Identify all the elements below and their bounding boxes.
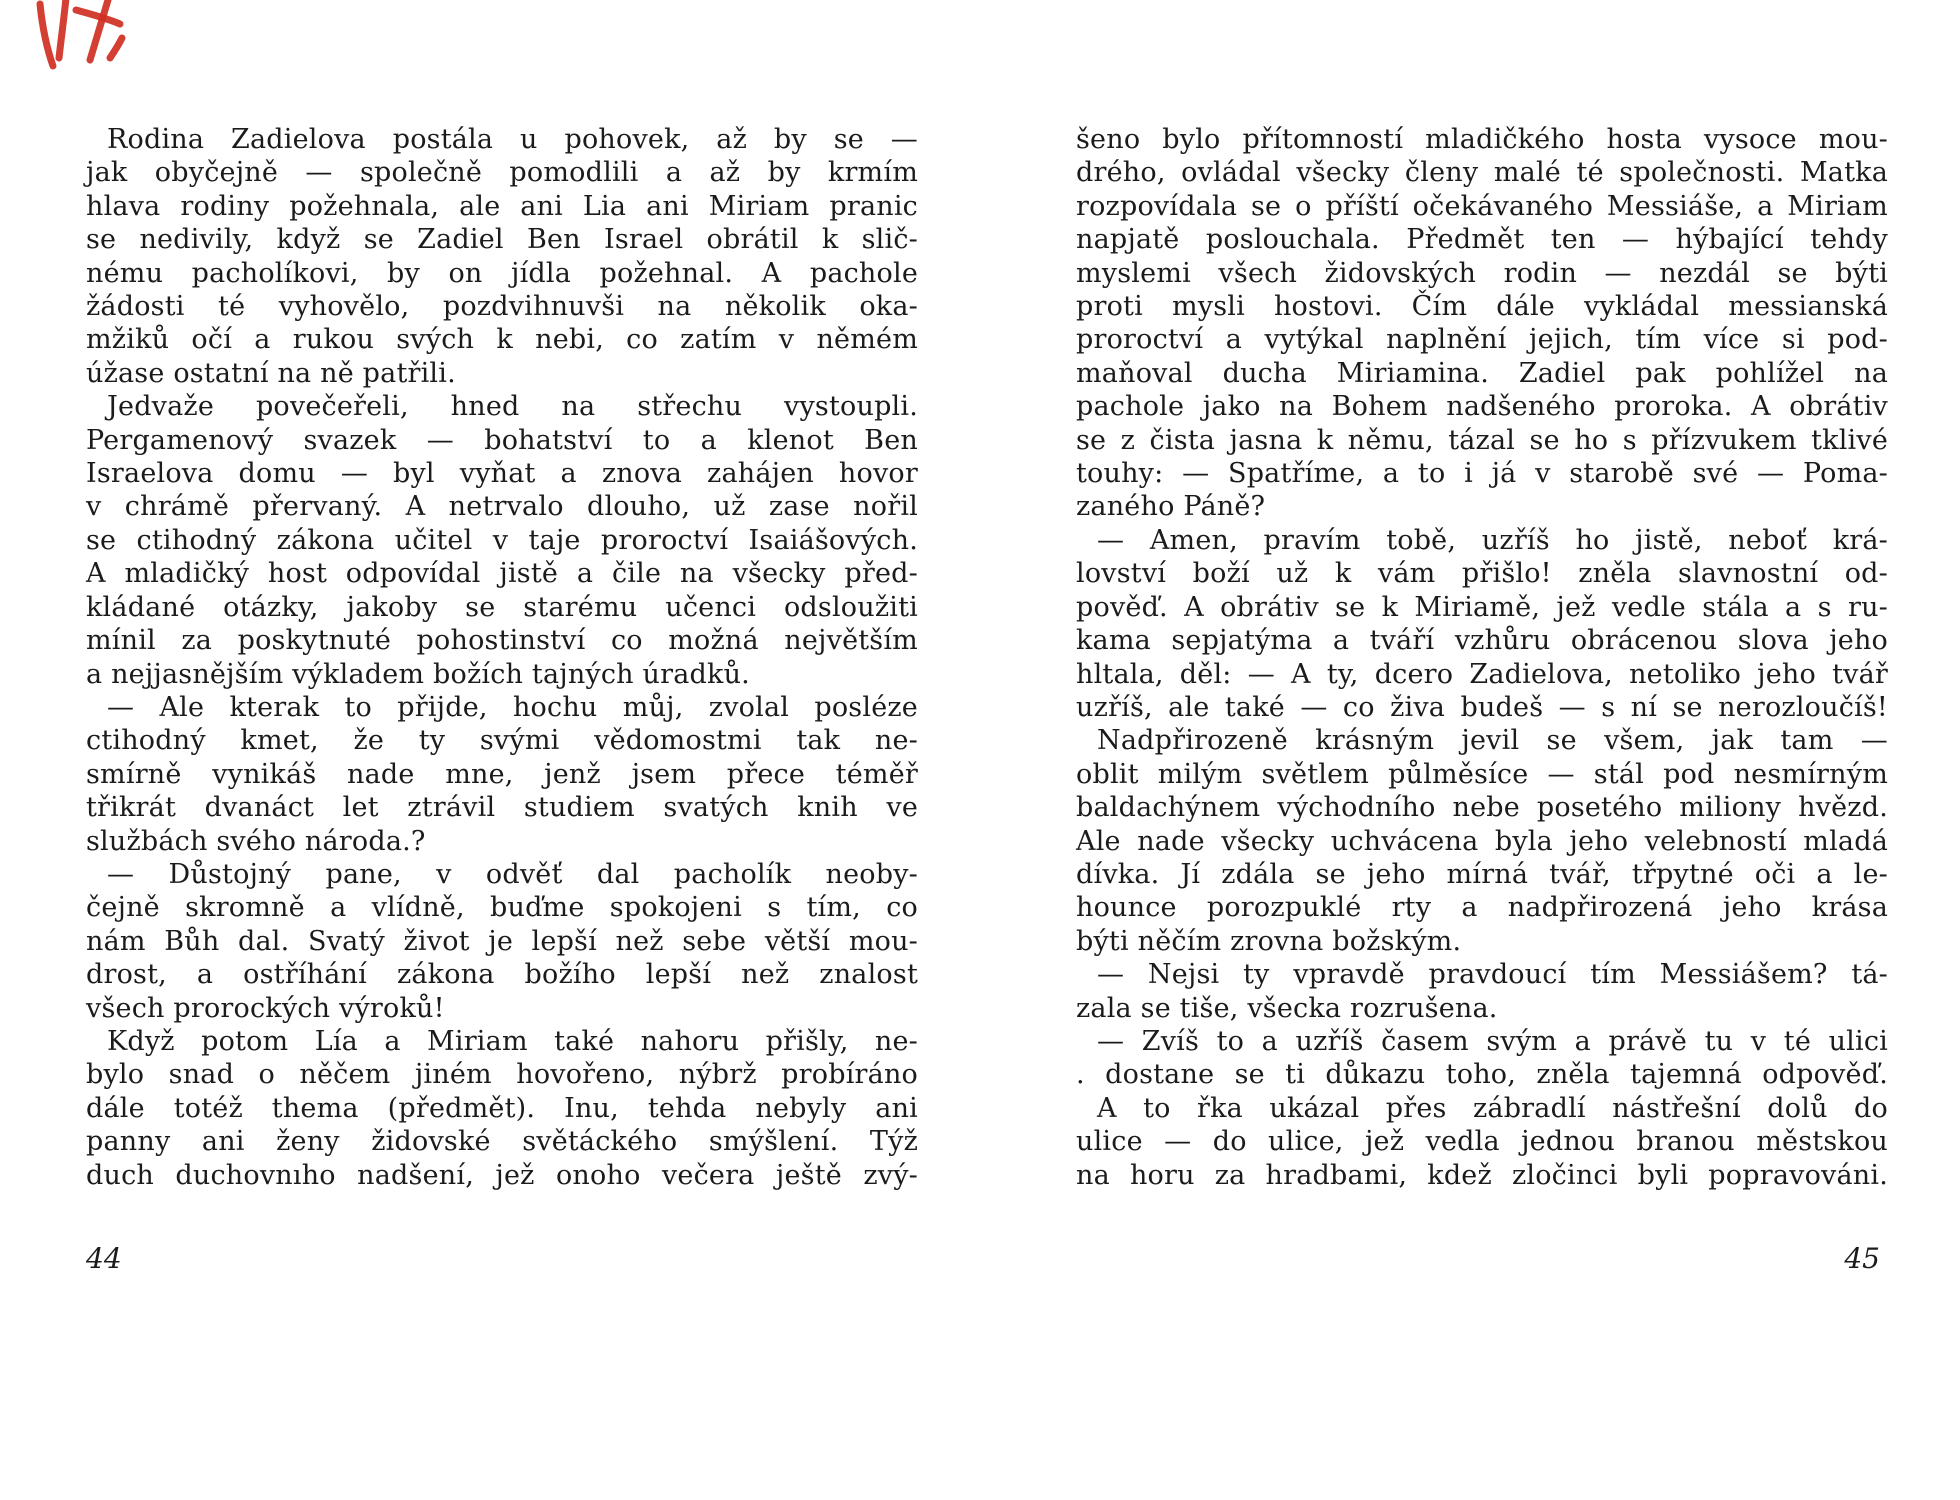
text-line: v chrámě přervaný. A netrvalo dlouho, už zase nořil — [86, 491, 918, 523]
text-line: duch duchovnıho nadšení, jež onoho večera ještě zvý- — [86, 1159, 918, 1191]
text-line: Rodina Zadielova postála u pohovek, až by se — — [107, 124, 918, 155]
text-line: Ale nade všecky uchvácena byla jeho velebností mladá — [1076, 825, 1888, 857]
text-line: proroctví a vytýkal naplnění jejich, tím více si pod- — [1076, 324, 1888, 356]
red-pen-marks-drawing — [28, 0, 138, 80]
text-line: lovství boží už k vám přišlo! zněla slavnostní od- — [1076, 558, 1888, 590]
page-44-text-column — [86, 123, 918, 1192]
text-line: kama sepjatýma a tváří vzhůru obrácenou slova jeho — [1076, 625, 1888, 657]
text-line: Nadpřirozeně krásným jevil se všem, jak tam — — [1097, 725, 1888, 757]
text-line: — Důstojný pane, v odvěť dal pacholík neoby- — [107, 858, 918, 890]
text-line: čejně skromně a vlídně, buďme spokojeni s tím, co — [86, 892, 918, 924]
text-line: žádosti té vyhovělo, pozdvihnuvši na několik oka- — [86, 291, 918, 323]
text-line: zaného Páně? — [1076, 491, 1266, 523]
text-line: uzříš, ale také — co živa budeš — s ní se nerozloučíš! — [1076, 691, 1888, 723]
text-line: jak obyčejně — společně pomodlili a až by krmím — [86, 157, 918, 189]
page-number-45: 45 — [1844, 1242, 1880, 1275]
text-line: kládané otázky, jakoby se starému učenci odsloužiti — [86, 591, 918, 623]
text-line: A to řka ukázal přes zábradlí nástřešní dolů do — [1097, 1092, 1888, 1124]
text-line: úžase ostatní na ně patřili. — [86, 357, 456, 389]
text-line: býti něčím zrovna božským. — [1076, 925, 1462, 957]
text-line: — Amen, pravím tobě, uzříš ho jistě, neboť krá- — [1097, 524, 1888, 556]
text-line: napjatě poslouchala. Předmět ten — hýbající tehdy — [1076, 224, 1888, 256]
text-line: — Ale kterak to přijde, hochu můj, zvolal posléze — [107, 691, 918, 723]
text-line: Pergamenový svazek — bohatství to a klenot Ben — [86, 424, 918, 456]
text-line: proti mysli hostovi. Čím dále vykládal messianská — [1076, 291, 1888, 323]
text-line: bylo snad o něčem jiném hovořeno, nýbrž probíráno — [86, 1059, 918, 1091]
text-line: se z čista jasna k němu, tázal se ho s přízvukem tklivé — [1076, 424, 1888, 456]
red-pen-marks — [28, 0, 138, 80]
text-line: panny ani ženy židovské světáckého smýšlení. Týž — [86, 1126, 918, 1158]
text-line: A mladičký host odpovídal jistě a čile na všecky před- — [86, 558, 918, 590]
page-number-44: 44 — [86, 1242, 122, 1275]
page-45-text-column — [1076, 123, 1888, 1192]
text-line: mínil za poskytnuté pohostinství co možná největším — [86, 625, 918, 657]
text-line: pachole jako na Bohem nadšeného proroka. A obrátiv — [1076, 391, 1888, 423]
text-line: smírně vynikáš nade mne, jenž jsem přece téměř — [86, 758, 918, 790]
text-line: všech prorockých výroků! — [86, 992, 445, 1024]
text-line: maňoval ducha Miriamina. Zadiel pak pohlížel na — [1076, 357, 1888, 389]
text-line: třikrát dvanáct let ztrávil studiem svatých knih ve — [86, 792, 918, 824]
text-line: — Nejsi ty vpravdě pravdoucí tím Messiášem? tá- — [1097, 959, 1888, 991]
text-line: baldachýnem východního nebe posetého miliony hvězd. — [1076, 792, 1888, 824]
text-line: — Zvíš to a uzříš časem svým a právě tu v té ulici — [1097, 1025, 1888, 1057]
text-line: myslemi všech židovských rodin — nezdál se býti — [1076, 257, 1888, 289]
text-line: pověď. A obrátiv se k Miriamě, jež vedle stála a s ru- — [1076, 591, 1888, 623]
text-line: dále totéž thema (předmět). Inu, tehda nebyly ani — [86, 1092, 918, 1124]
text-line: nému pacholíkovi, by on jídla požehnal. A pachole — [86, 257, 918, 289]
text-line: hounce porozpuklé rty a nadpřirozená jeho krása — [1076, 892, 1888, 924]
text-line: hltala, děl: — A ty, dcero Zadielova, netoliko jeho tvář — [1076, 658, 1888, 690]
text-line: Jedvaže povečeřeli, hned na střechu vystoupli. — [107, 391, 918, 423]
text-line: mžiků očí a rukou svých k nebi, co zatím v němém — [86, 324, 918, 356]
text-line: a nejjasnějším výkladem božích tajných úradků. — [86, 658, 750, 690]
text-line: se ctihodný zákona učitel v taje proroctví Isaiášových. — [86, 524, 918, 556]
text-line: Když potom Lía a Miriam také nahoru přišly, ne- — [107, 1025, 918, 1057]
text-line: zala se tiše, všecka rozrušena. — [1076, 992, 1498, 1024]
text-line: touhy: — Spatříme, a to i já v starobě své — Poma- — [1076, 458, 1888, 490]
text-line: službách svého národa.? — [86, 825, 426, 857]
text-line: ctihodný kmet, že ty svými vědomostmi tak ne- — [86, 725, 918, 757]
text-line: dívka. Jí zdála se jeho mírná tvář, třpytné oči a le- — [1076, 858, 1888, 890]
text-line: se nedivily, když se Zadiel Ben Israel obrátil k slič- — [86, 224, 918, 256]
text-line: na horu za hradbami, kdež zločinci byli popravováni. — [1076, 1159, 1888, 1191]
text-line: šeno bylo přítomností mladičkého hosta vysoce mou- — [1076, 124, 1888, 155]
text-line: Israelova domu — byl vyňat a znova zahájen hovor — [86, 458, 918, 490]
text-line: hlava rodiny požehnala, ale ani Lia ani Miriam pranic — [86, 190, 918, 222]
text-line: rozpovídala se o příští očekávaného Messiáše, a Miriam — [1076, 190, 1888, 222]
text-line: drost, a ostříhání zákona božího lepší než znalost — [86, 959, 918, 991]
text-line: ulice — do ulice, jež vedla jednou branou městskou — [1076, 1126, 1888, 1158]
text-line: nám Bůh dal. Svatý život je lepší než sebe větší mou- — [86, 925, 918, 957]
text-line: oblit milým světlem půlměsíce — stál pod nesmírným — [1076, 758, 1888, 790]
text-line: drého, ovládal všecky členy malé té společnosti. Matka — [1076, 157, 1888, 189]
text-line: . dostane se ti důkazu toho, zněla tajemná odpověď. — [1076, 1059, 1888, 1091]
